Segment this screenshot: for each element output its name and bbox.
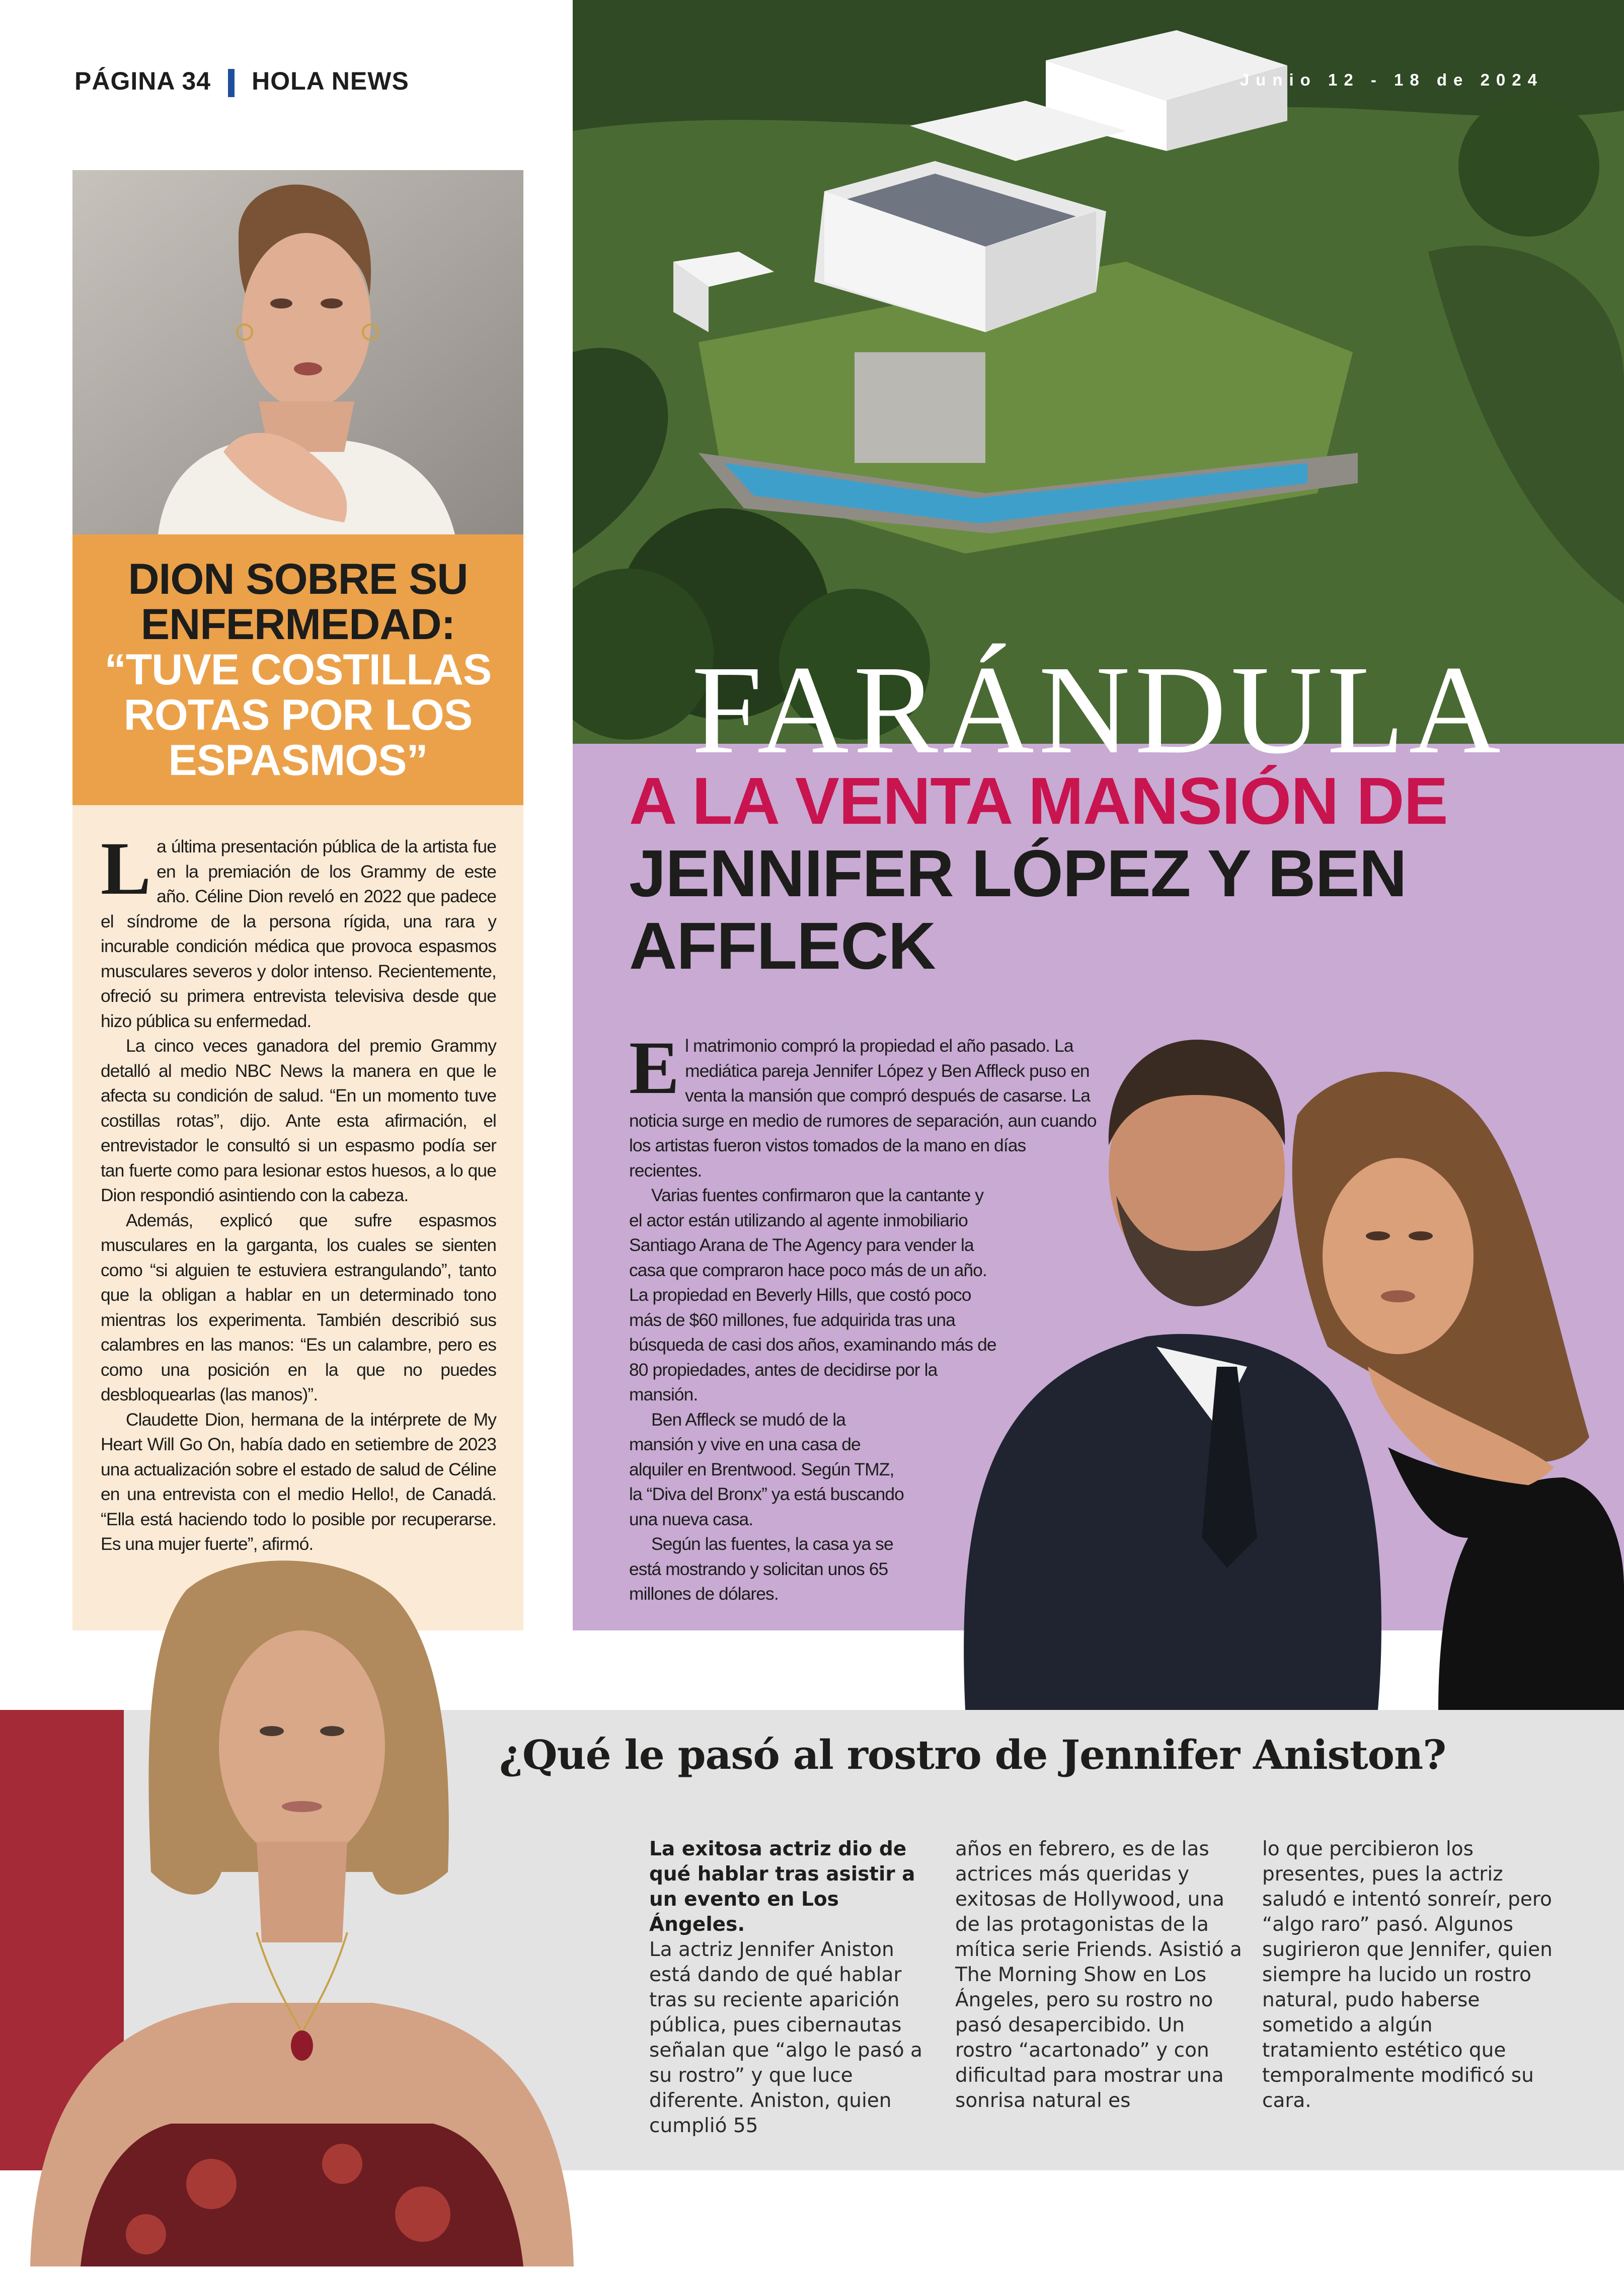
mansion-headline-pink: A LA VENTA MANSIÓN DE	[629, 764, 1448, 838]
issue-date: Junio 12 - 18 de 2024	[1240, 70, 1543, 89]
aniston-column-1	[649, 1837, 941, 2139]
jennifer-aniston-photo	[20, 1550, 584, 2266]
aniston-lead: La exitosa actriz dio de qué hablar tras asistir a un evento en Los Ángeles.	[649, 1838, 915, 1936]
dion-headline-dark: DION SOBRE SU ENFERMEDAD:	[128, 555, 468, 649]
page-number: PÁGINA 34	[74, 67, 211, 95]
publication-name: HOLA NEWS	[252, 67, 409, 95]
page-header	[74, 66, 409, 97]
mansion-paragraph-2: Varias fuentes confirmaron que la cantante y el actor están utilizando al agente inmobiliario Santiago Arana de The Agency para vender la casa que compraron hace poco más de un año. La propiedad en Beverly Hills, que costó poco más de $60 millones, fue adquirida tras una búsqueda de casi dos años, examinando más de 80 propiedades, antes de decidirse por la mansión.	[629, 1185, 996, 1404]
mansion-aerial-photo	[573, 0, 1624, 744]
header-divider	[228, 69, 235, 97]
dion-headline	[72, 557, 523, 783]
aniston-column-2	[955, 1837, 1247, 2114]
dion-article-body	[101, 827, 496, 1557]
dion-dropcap: L	[101, 827, 151, 910]
section-title: FARÁNDULA	[691, 639, 1505, 780]
aniston-text-1: La actriz Jennifer Aniston está dando de qué hablar tras su reciente aparición pública, pues cibernautas señalan que “algo le pasó a su rostro” y que luce diferente. Aniston, quien cumplió 55	[649, 1938, 922, 2137]
aniston-column-3	[1262, 1837, 1554, 2114]
aniston-headline: ¿Qué le pasó al rostro de Jennifer Aniston?	[499, 1731, 1446, 1778]
mansion-paragraph-1: l matrimonio compró la propiedad el año pasado. La mediática pareja Jennifer López y Ben Affleck puso en venta la mansión que compró después de casarse. La noticia surge en medio de rumores de separación, aun cuando los artistas fueron vistos tomados de la mano en días recientes.	[629, 1036, 1097, 1181]
mansion-paragraph-3: Ben Affleck se mudó de la mansión y vive en una casa de alquiler en Brentwood. Según TMZ, la “Diva del Bronx” ya está buscando una nueva casa.	[629, 1409, 904, 1529]
mansion-article-body	[629, 1026, 1097, 1607]
aniston-text-2: años en febrero, es de las actrices más queridas y exitosas de Hollywood, una de las protagonistas de la mítica serie Friends. Asistió a The Morning Show en Los Ángeles, pero su rostro no pasó desapercibido. Un rostro “acartonado” y con dificultad para mostrar una sonrisa natural es	[955, 1838, 1242, 2112]
dion-headline-box	[72, 534, 523, 805]
mansion-paragraph-4: Según las fuentes, la casa ya se está mostrando y solicitan unos 65 millones de dólares.	[629, 1534, 893, 1604]
dion-paragraph-2: La cinco veces ganadora del premio Grammy detalló al medio NBC News la manera en que le afecta su condición de salud. “En un momento tuve costillas rotas”, dijo. Ante esta afirmación, el entrevistador le consultó si un espasmo podía ser tan fuerte como para lesionar estos huesos, a lo que Dion respondió asintiendo con la cabeza.	[101, 1036, 496, 1205]
dion-headline-quote: “TUVE COSTILLAS ROTAS POR LOS ESPASMOS”	[104, 646, 492, 785]
dion-paragraph-1: a última presentación pública de la artista fue en la premiación de los Grammy de este año. Céline Dion reveló en 2022 que padece el síndrome de la persona rígida, una rara y incurable condición médica que provoca espasmos musculares severos y dolor intenso. Recientemente, ofreció su primera entrevista televisiva desde que hizo pública su enfermedad.	[101, 836, 496, 1031]
dion-paragraph-4: Claudette Dion, hermana de la intérprete de My Heart Will Go On, había dado en setiembre de 2023 una actualización sobre el estado de salud de Céline en una entrevista con el medio Hello!, de Canadá. “Ella está haciendo todo lo posible por recuperarse. Es una mujer fuerte”, afirmó.	[101, 1409, 496, 1554]
mansion-headline-names: JENNIFER LÓPEZ Y BEN AFFLECK	[629, 836, 1407, 983]
mansion-dropcap: E	[629, 1026, 679, 1110]
aniston-text-3: lo que percibieron los presentes, pues la actriz saludó e intentó sonreír, pero “algo raro” pasó. Algunos sugirieron que Jennifer, quien siempre ha lucido un rostro natural, pudo haberse sometido a algún tratamiento estético que temporalmente modificó su cara.	[1262, 1838, 1553, 2112]
celine-dion-photo	[72, 170, 523, 534]
dion-paragraph-3: Además, explicó que sufre espasmos musculares en la garganta, los cuales se sienten como “si alguien te estuviera estrangulando”, tanto que la obligan a hablar en un determinado tono mientras los experimenta. También describió sus calambres en las manos: “Es un calambre, pero es como una posición en la que no puedes desbloquearlas (las manos)”.	[101, 1210, 496, 1404]
